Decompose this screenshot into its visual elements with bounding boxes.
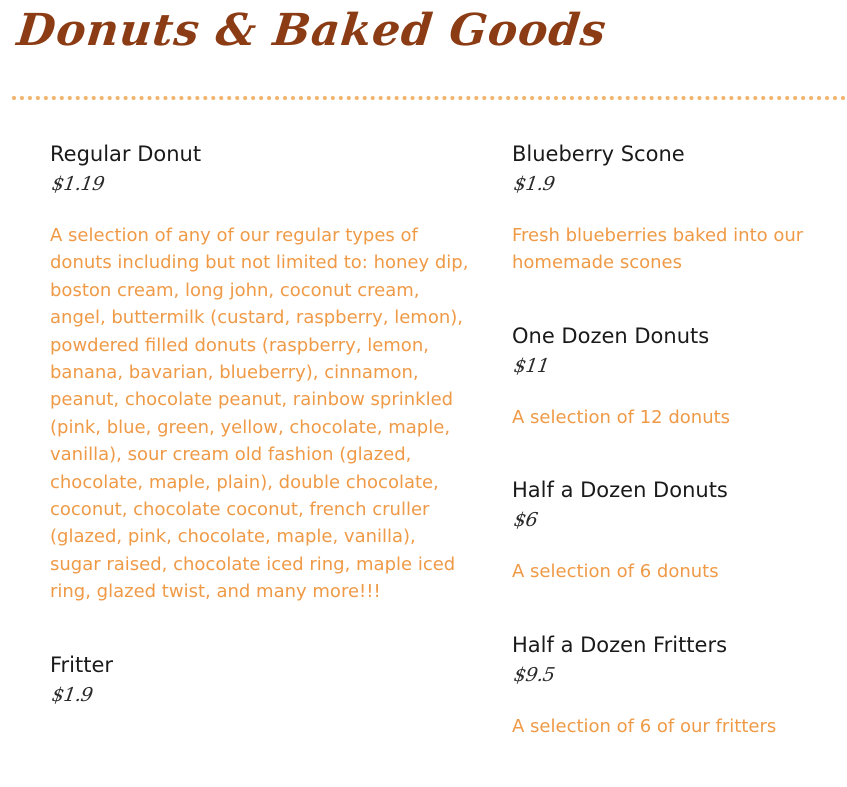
item-price: $6: [512, 509, 539, 532]
item-price: $1.9: [50, 683, 94, 706]
item-description: A selection of any of our regular types of donuts including but not limited to: honey dip, boston cream, long john, coconut cream, angel, buttermilk (custard, raspberry, lemon), powdered filled donuts (raspberry, lemon, banana, bavarian, blueberry), cinnamon, peanut, chocolate peanut, rainbow sprinkled (pink, blue, green, yellow, chocolate, maple, vanilla), sour cream old fashion (glazed, chocolate, maple, plain), double chocolate, coconut, chocolate coconut, french cruller (glazed, pink, chocolate, maple, vanilla), sugar raised, chocolate iced ring, maple iced ring, glazed twist, and many more!!!: [50, 225, 469, 603]
menu-column-right: [512, 139, 847, 740]
item-spacer: [512, 586, 847, 630]
menu-item-regular-donut: [50, 139, 470, 606]
item-description: A selection of 6 of our fritters: [512, 715, 777, 737]
menu-item-half-dozen-fritters: [512, 630, 847, 740]
menu-item-one-dozen-donuts: [512, 321, 847, 431]
item-name: Half a Dozen Fritters: [512, 632, 728, 657]
menu-item-blueberry-scone: [512, 139, 847, 277]
item-name: Regular Donut: [50, 142, 202, 166]
item-description: Fresh blueberries baked into our homemade scones: [512, 225, 804, 274]
item-price: $1.19: [50, 173, 106, 195]
menu-item-fritter: [50, 650, 470, 710]
menu-column-left: [50, 139, 470, 710]
menu-item-half-dozen-donuts: [512, 475, 847, 585]
item-description: A selection of 6 donuts: [512, 561, 719, 583]
item-spacer: [512, 277, 847, 321]
item-description: A selection of 12 donuts: [512, 406, 731, 428]
item-price: $9.5: [512, 663, 556, 686]
item-name: Blueberry Scone: [512, 142, 685, 166]
dotted-divider: [12, 96, 846, 100]
item-spacer: [50, 606, 470, 650]
item-price: $11: [512, 354, 551, 377]
item-price: $1.9: [512, 173, 556, 195]
item-spacer: [512, 431, 847, 475]
page-title: Donuts & Baked Goods: [14, 5, 610, 56]
item-name: One Dozen Donuts: [512, 323, 710, 348]
item-name: Half a Dozen Donuts: [512, 478, 728, 503]
item-name: Fritter: [50, 652, 114, 677]
